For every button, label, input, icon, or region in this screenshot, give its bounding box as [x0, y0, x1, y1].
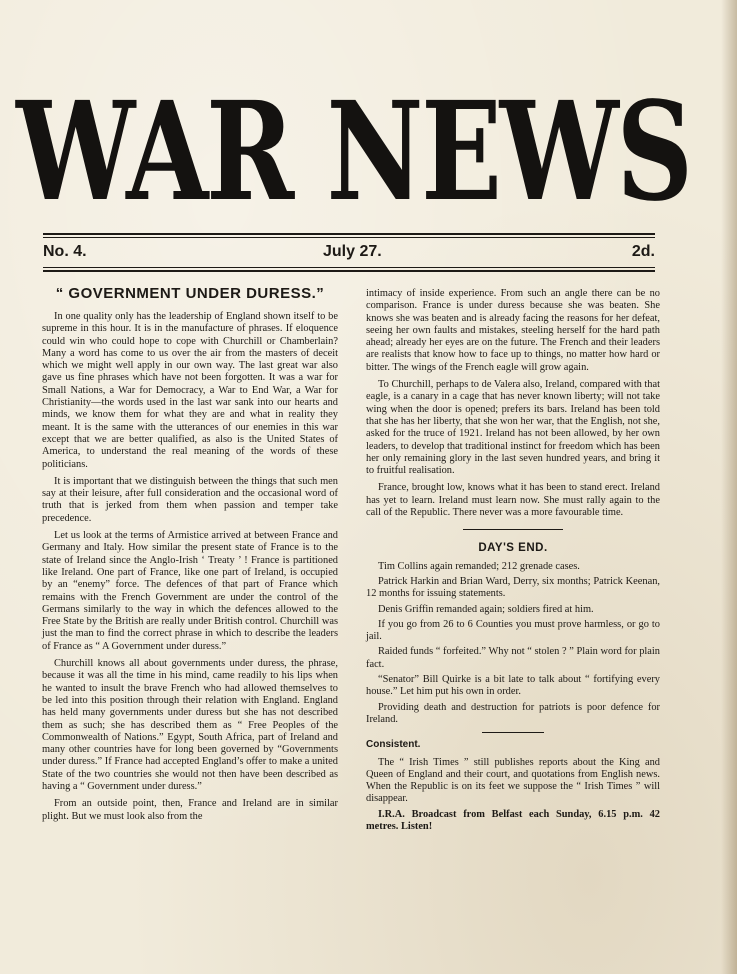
rule-bottom-thin [43, 267, 655, 268]
news-item: Providing death and destruction for patriots is poor defence for Ireland. [366, 701, 660, 725]
lead-headline: “ GOVERNMENT UNDER DURESS.” [55, 285, 325, 302]
consistent-text: The “ Irish Times ” still publishes reports about the King and Queen of England and their court, and quotations from English news. When the Republic is on its feet we suppose the “ Irish Times ” will disappear. [366, 756, 660, 805]
news-item: “Senator” Bill Quirke is a bit late to talk about “ fortifying every house.” Let him put his own in order. [366, 674, 660, 698]
lead-paragraph: It is important that we distinguish between the things that such men say at their leisure, after full consideration and the occasional word of truth that is jerked from them when passion and temper take precedence. [42, 475, 338, 524]
left-column [42, 284, 338, 828]
masthead-title: WAR NEWS [15, 72, 691, 232]
section-divider [463, 529, 563, 530]
continuation-paragraph: To Churchill, perhaps to de Valera also, Ireland, compared with that eagle, is a canary in a cage that has never known liberty; will not take wing when the door is opened; prefers its bars. Ireland has been told that she has her liberty, that she won her war, that the English, not she, asked for the truce of 1921. Ireland has not been allowed, by her own leaders, to develop that traditional instinct for freedom which has been her only remaining glory in the last seven hundred years, and bring it to fruitful realisation. [366, 379, 660, 477]
continuation-paragraph: intimacy of inside experience. From such an angle there can be no comparison. France is under duress because she was beaten. She knows she was beaten and is already facing the reasons for her defeat, seeing her own faults and mistakes, steeling herself for the hard path ahead; already her eyes are on the future. The French and their leaders are realists that know how to face up to things, no matter how hard or bitter. The wings of the French eagle will grow again. [366, 288, 660, 373]
news-item: If you go from 26 to 6 Counties you must prove harmless, or go to jail. [366, 618, 660, 643]
news-item: Patrick Harkin and Brian Ward, Derry, six months; Patrick Keenan, 12 months for issuing statements. [366, 575, 660, 600]
consistent-paragraph [366, 739, 660, 751]
dateline [43, 241, 655, 265]
continuation-paragraph: France, brought low, knows what it has been to stand erect. Ireland has yet to learn. Ireland must learn now. She must rally again to the call of the Republic. There never was a more favourable time. [366, 482, 660, 519]
news-item: Raided funds “ forfeited.” Why not “ stolen ? ” Plain word for plain fact. [366, 646, 660, 670]
issue-price: 2d. [631, 243, 655, 260]
rule-top-thin [43, 237, 655, 238]
broadcast-notice: I.R.A. Broadcast from Belfast each Sunday, 6.15 p.m. 42 metres. Listen! [366, 808, 660, 832]
lead-paragraph: In one quality only has the leadership of England shown itself to be supreme in this hour. It is in the manufacture of phrases. If eloquence could win who could hope to cope with Churchill or Chamberlain? Many a word has come to us over the air from the masters of deceit which we might well apply in our own way. The last great war also gave us fine phrases which have not been forgotten. It was a war for Small Nations, a War for Democracy, a War to End War, a War for Christianity—the words used in the last war sank into our hearts and minds, we know them for what they are and what in reality they meant. It is the same with the utterances of our enemies in this war except that we are better qualified, as also is the United States of America, to understand the real meaning of the words of these politicians. [42, 311, 338, 470]
news-item: Denis Griffin remanded again; soldiers fired at him. [378, 603, 594, 615]
days-end-heading: DAY'S END. [478, 542, 548, 555]
issue-number: No. 4. [43, 243, 87, 260]
consistent-runin: Consistent. [366, 739, 421, 751]
news-item: Tim Collins again remanded; 212 grenade cases. [378, 560, 580, 572]
paper-edge-shadow [721, 0, 737, 974]
lead-paragraph: Churchill knows all about governments under duress, the phrase, because it was all the time in his mind, came readily to his lips when he wanted to insult the brave French who had allowed themselves to be led into this position through their relation with England. England has held many governments under duress but she has not described them as such; she has described them as “ Free Peoples of the Commonwealth of Nations.” Egypt, South Africa, part of Ireland and many other countries have for long been governed by “Governments under duress.” If France had accepted England’s offer to make a united State of the two countries she would not then have been described as having a “ Government under duress.” [42, 658, 338, 792]
section-divider [482, 732, 544, 733]
rule-top-thick [43, 233, 655, 235]
lead-paragraph: Let us look at the terms of Armistice arrived at between France and Germany and Italy. How similar the present state of France is to the state of Ireland since the Anglo-Irish ‘ Treaty ’ ! France is partitioned like Ireland. One part of France, like one part of Ireland, is occupied by an “enemy” force. The defences of that part of France which remains with the French Government are under the control of the Germans similarly to the way in which the defences allowed to the Free State by the British are really under British control. Churchill was just the man to find the correct phrase in which to describe the leaders of France as “ A Government under duress.” [42, 530, 338, 652]
issue-date: July 27. [323, 243, 382, 260]
right-column [366, 288, 660, 836]
rule-bottom-thick [43, 270, 655, 272]
lead-paragraph: From an outside point, then, France and Ireland are in similar plight. But we must look also from the [42, 798, 338, 822]
